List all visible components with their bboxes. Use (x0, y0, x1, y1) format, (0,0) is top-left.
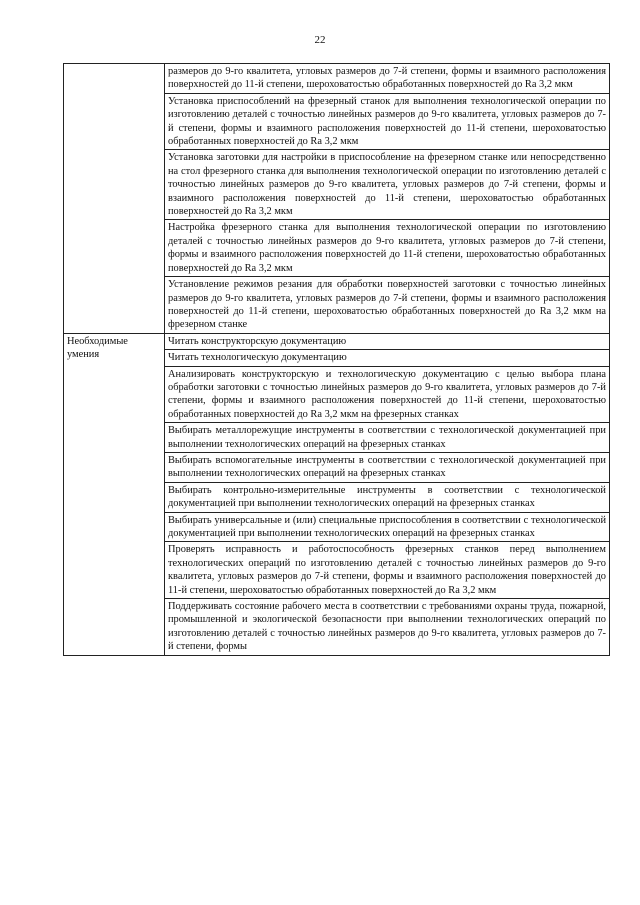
table-cell (165, 366, 610, 423)
cell-text: Выбирать контрольно-измерительные инструменты в соответствии с технологической документацией при выполнении технологических операций на фрезерных станках (168, 484, 606, 510)
cell-text: размеров до 9-го квалитета, угловых размеров до 7-й степени, формы и взаимного расположения поверхностей до 11-й степени, шероховатостью обработанных поверхностей до Ra 3,2 мкм (168, 66, 606, 91)
table-cell (165, 350, 610, 366)
table-cell (165, 542, 610, 599)
table-cell (165, 64, 610, 94)
cell-text: Читать конструкторскую документацию (168, 335, 347, 347)
cell-text: Поддерживать состояние рабочего места в соответствии с требованиями охраны труда, пожарной, промышленной и экологической безопасности при выполнении технологических операций по изготовлению деталей с точностью линейных размеров до 9-го квалитета, угловых размеров до 7-й степени, формы (168, 601, 606, 653)
cell-text: Выбирать вспомогательные инструменты в соответствии с технологической документацией при выполнении технологических операций на фрезерных станках (168, 454, 606, 480)
section-label-skills: Необходимые умения (64, 333, 165, 655)
table-cell (165, 423, 610, 453)
cell-text: Проверять исправность и работоспособность фрезерных станков перед выполнением технологических операций по изготовлению деталей с точностью линейных размеров до 9-го квалитета, угловых размеров до 7-й степени, формы и взаимного расположения поверхностей до 11-й степени, шероховатостью обработанных поверхностей до Ra 3,2 мкм (168, 544, 606, 596)
table-cell (165, 452, 610, 482)
cell-text: Читать технологическую документацию (168, 352, 347, 364)
cell-text: Установка заготовки для настройки в приспособление на фрезерном станке или непосредственно на стол фрезерного станка для выполнения технологической операции по изготовлению деталей с точностью линейных размеров до 9-го квалитета, угловых размеров до 7-й степени, формы и взаимного расположения поверхностей до 11-й степени, шероховатостью обработанных поверхностей до Ra 3,2 мкм (168, 152, 606, 218)
table-cell (165, 599, 610, 656)
section-label-empty (64, 64, 165, 334)
page-number: 22 (314, 34, 326, 46)
table-row (64, 333, 610, 349)
table-cell (165, 482, 610, 512)
table-cell (165, 277, 610, 334)
cell-text: Выбирать универсальные и (или) специальные приспособления в соответствии с технологической документацией при выполнении технологических операций на фрезерных станках (168, 514, 606, 539)
cell-text: Анализировать конструкторскую и технологическую документацию с целью выбора плана обработки заготовки с точностью линейных размеров до 9-го квалитета, угловых размеров до 7-й степени, формы и взаимного расположения поверхностей до 11-й степени, шероховатостью обработанных поверхностей до Ra 3,2 мкм на фрезерных станках (168, 368, 606, 420)
table-cell (165, 333, 610, 349)
cell-text: Установка приспособлений на фрезерный станок для выполнения технологической операции по изготовлению деталей с точностью линейных размеров до 9-го квалитета, угловых размеров до 7-й степени, формы и взаимного расположения поверхностей до 11-й степени, шероховатостью обработанных поверхностей до Ra 3,2 мкм (168, 95, 606, 148)
table-cell (165, 93, 610, 150)
table-cell (165, 220, 610, 277)
table-cell (165, 512, 610, 542)
table-row (64, 64, 610, 94)
table-cell (165, 150, 610, 220)
cell-text: Настройка фрезерного станка для выполнения технологической операции по изготовлению деталей с точностью линейных размеров до 9-го квалитета, угловых размеров до 7-й степени, формы и взаимного расположения поверхностей до 11-й степени, шероховатостью обработанных поверхностей до Ra 3,2 мкм (168, 222, 606, 274)
cell-text: Выбирать металлорежущие инструменты в соответствии с технологической документацией при выполнении технологических операций на фрезерных станках (168, 425, 606, 450)
cell-text: Установление режимов резания для обработки поверхностей заготовки с точностью линейных размеров до 9-го квалитета, угловых размеров до 7-й степени, формы и взаимного расположения поверхностей до 11-й степени, шероховатостью обработанных поверхностей до Ra 3,2 мкм на фрезерном станке (168, 279, 606, 331)
requirements-table (63, 63, 610, 656)
